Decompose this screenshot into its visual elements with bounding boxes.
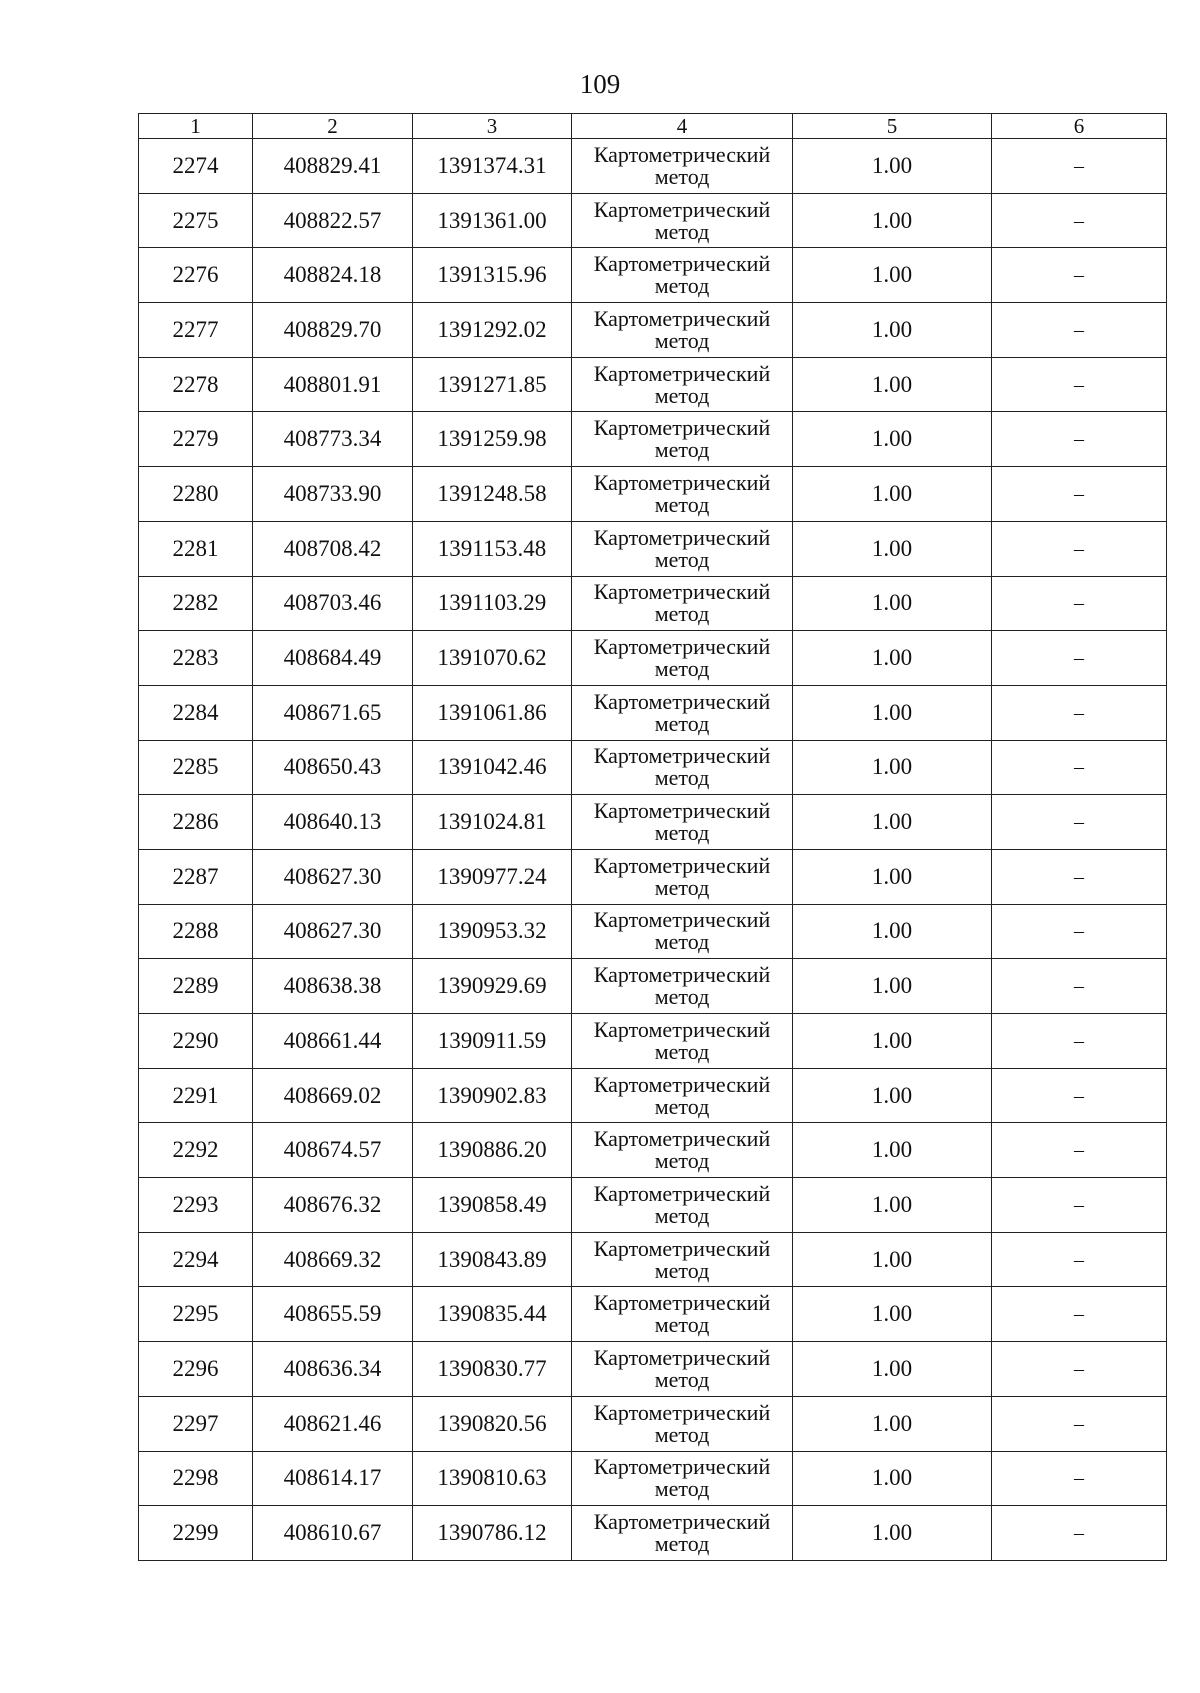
x-coordinate-cell: 408676.32 [253,1178,413,1233]
table-row [139,685,1167,740]
table-row [139,1451,1167,1506]
point-number-cell: 2285 [139,740,253,795]
table-row [139,1178,1167,1233]
note-cell: – [992,357,1167,412]
note-cell: – [992,1451,1167,1506]
coordinates-table [138,113,1167,1561]
accuracy-cell: 1.00 [793,685,992,740]
table-row [139,1123,1167,1178]
y-coordinate-cell: 1391248.58 [413,467,572,522]
y-coordinate-cell: 1390810.63 [413,1451,572,1506]
table-row [139,740,1167,795]
accuracy-cell: 1.00 [793,740,992,795]
y-coordinate-cell: 1390830.77 [413,1342,572,1397]
accuracy-cell: 1.00 [793,1396,992,1451]
note-cell: – [992,685,1167,740]
x-coordinate-cell: 408627.30 [253,904,413,959]
accuracy-cell: 1.00 [793,1123,992,1178]
method-cell: Картометрический метод [572,1014,793,1069]
method-cell: Картометрический метод [572,1506,793,1561]
point-number-cell: 2280 [139,467,253,522]
x-coordinate-cell: 408627.30 [253,849,413,904]
y-coordinate-cell: 1391103.29 [413,576,572,631]
point-number-cell: 2291 [139,1068,253,1123]
table-row [139,1506,1167,1561]
point-number-cell: 2292 [139,1123,253,1178]
table-row [139,576,1167,631]
accuracy-cell: 1.00 [793,193,992,248]
accuracy-cell: 1.00 [793,795,992,850]
point-number-cell: 2274 [139,139,253,194]
point-number-cell: 2277 [139,303,253,358]
method-cell: Картометрический метод [572,139,793,194]
method-cell: Картометрический метод [572,248,793,303]
x-coordinate-cell: 408614.17 [253,1451,413,1506]
table-row [139,521,1167,576]
accuracy-cell: 1.00 [793,139,992,194]
method-cell: Картометрический метод [572,1068,793,1123]
note-cell: – [992,1178,1167,1233]
accuracy-cell: 1.00 [793,959,992,1014]
column-header-6: 6 [992,114,1167,139]
column-header-1: 1 [139,114,253,139]
accuracy-cell: 1.00 [793,1451,992,1506]
point-number-cell: 2279 [139,412,253,467]
method-cell: Картометрический метод [572,685,793,740]
method-cell: Картометрический метод [572,740,793,795]
y-coordinate-cell: 1390786.12 [413,1506,572,1561]
accuracy-cell: 1.00 [793,631,992,686]
accuracy-cell: 1.00 [793,849,992,904]
y-coordinate-cell: 1390835.44 [413,1287,572,1342]
accuracy-cell: 1.00 [793,576,992,631]
note-cell: – [992,795,1167,850]
method-cell: Картометрический метод [572,631,793,686]
point-number-cell: 2296 [139,1342,253,1397]
x-coordinate-cell: 408671.65 [253,685,413,740]
method-cell: Картометрический метод [572,576,793,631]
note-cell: – [992,1342,1167,1397]
method-cell: Картометрический метод [572,1287,793,1342]
y-coordinate-cell: 1390977.24 [413,849,572,904]
note-cell: – [992,959,1167,1014]
x-coordinate-cell: 408640.13 [253,795,413,850]
point-number-cell: 2281 [139,521,253,576]
x-coordinate-cell: 408638.38 [253,959,413,1014]
table-row [139,1342,1167,1397]
accuracy-cell: 1.00 [793,1014,992,1069]
x-coordinate-cell: 408829.70 [253,303,413,358]
table-row [139,849,1167,904]
note-cell: – [992,740,1167,795]
table-row [139,1287,1167,1342]
x-coordinate-cell: 408708.42 [253,521,413,576]
accuracy-cell: 1.00 [793,303,992,358]
x-coordinate-cell: 408621.46 [253,1396,413,1451]
column-header-2: 2 [253,114,413,139]
method-cell: Картометрический метод [572,1451,793,1506]
point-number-cell: 2295 [139,1287,253,1342]
y-coordinate-cell: 1390843.89 [413,1232,572,1287]
column-header-4: 4 [572,114,793,139]
y-coordinate-cell: 1391271.85 [413,357,572,412]
note-cell: – [992,193,1167,248]
x-coordinate-cell: 408669.32 [253,1232,413,1287]
x-coordinate-cell: 408684.49 [253,631,413,686]
table-row [139,1014,1167,1069]
point-number-cell: 2294 [139,1232,253,1287]
y-coordinate-cell: 1391153.48 [413,521,572,576]
method-cell: Картометрический метод [572,412,793,467]
method-cell: Картометрический метод [572,1123,793,1178]
column-header-5: 5 [793,114,992,139]
x-coordinate-cell: 408824.18 [253,248,413,303]
accuracy-cell: 1.00 [793,1506,992,1561]
x-coordinate-cell: 408661.44 [253,1014,413,1069]
note-cell: – [992,1068,1167,1123]
y-coordinate-cell: 1391061.86 [413,685,572,740]
table-row [139,1232,1167,1287]
note-cell: – [992,1287,1167,1342]
point-number-cell: 2286 [139,795,253,850]
table-row [139,303,1167,358]
x-coordinate-cell: 408636.34 [253,1342,413,1397]
y-coordinate-cell: 1390929.69 [413,959,572,1014]
method-cell: Картометрический метод [572,193,793,248]
y-coordinate-cell: 1391259.98 [413,412,572,467]
note-cell: – [992,1232,1167,1287]
table-row [139,193,1167,248]
note-cell: – [992,248,1167,303]
header-row [139,114,1167,139]
method-cell: Картометрический метод [572,1232,793,1287]
point-number-cell: 2276 [139,248,253,303]
point-number-cell: 2298 [139,1451,253,1506]
accuracy-cell: 1.00 [793,1232,992,1287]
accuracy-cell: 1.00 [793,1178,992,1233]
x-coordinate-cell: 408703.46 [253,576,413,631]
y-coordinate-cell: 1390953.32 [413,904,572,959]
x-coordinate-cell: 408610.67 [253,1506,413,1561]
method-cell: Картометрический метод [572,959,793,1014]
point-number-cell: 2290 [139,1014,253,1069]
note-cell: – [992,1014,1167,1069]
y-coordinate-cell: 1391315.96 [413,248,572,303]
note-cell: – [992,576,1167,631]
accuracy-cell: 1.00 [793,1342,992,1397]
method-cell: Картометрический метод [572,1342,793,1397]
method-cell: Картометрический метод [572,521,793,576]
method-cell: Картометрический метод [572,467,793,522]
x-coordinate-cell: 408674.57 [253,1123,413,1178]
page-number: 109 [579,69,621,99]
x-coordinate-cell: 408822.57 [253,193,413,248]
point-number-cell: 2297 [139,1396,253,1451]
table-row [139,139,1167,194]
note-cell: – [992,412,1167,467]
table-row [139,357,1167,412]
accuracy-cell: 1.00 [793,1287,992,1342]
table-row [139,904,1167,959]
table-row [139,1068,1167,1123]
accuracy-cell: 1.00 [793,467,992,522]
y-coordinate-cell: 1390886.20 [413,1123,572,1178]
x-coordinate-cell: 408829.41 [253,139,413,194]
table-row [139,412,1167,467]
y-coordinate-cell: 1391070.62 [413,631,572,686]
accuracy-cell: 1.00 [793,1068,992,1123]
method-cell: Картометрический метод [572,849,793,904]
point-number-cell: 2287 [139,849,253,904]
y-coordinate-cell: 1390820.56 [413,1396,572,1451]
method-cell: Картометрический метод [572,357,793,412]
note-cell: – [992,1396,1167,1451]
note-cell: – [992,521,1167,576]
note-cell: – [992,904,1167,959]
point-number-cell: 2278 [139,357,253,412]
y-coordinate-cell: 1390911.59 [413,1014,572,1069]
note-cell: – [992,1123,1167,1178]
table-row [139,795,1167,850]
accuracy-cell: 1.00 [793,248,992,303]
accuracy-cell: 1.00 [793,521,992,576]
y-coordinate-cell: 1390858.49 [413,1178,572,1233]
note-cell: – [992,1506,1167,1561]
y-coordinate-cell: 1391024.81 [413,795,572,850]
x-coordinate-cell: 408773.34 [253,412,413,467]
column-header-3: 3 [413,114,572,139]
table-body [139,139,1167,1561]
table-row [139,959,1167,1014]
table-row [139,248,1167,303]
accuracy-cell: 1.00 [793,412,992,467]
point-number-cell: 2284 [139,685,253,740]
method-cell: Картометрический метод [572,904,793,959]
method-cell: Картометрический метод [572,303,793,358]
point-number-cell: 2288 [139,904,253,959]
method-cell: Картометрический метод [572,1396,793,1451]
point-number-cell: 2282 [139,576,253,631]
accuracy-cell: 1.00 [793,357,992,412]
table-row [139,631,1167,686]
point-number-cell: 2275 [139,193,253,248]
accuracy-cell: 1.00 [793,904,992,959]
note-cell: – [992,631,1167,686]
method-cell: Картометрический метод [572,1178,793,1233]
y-coordinate-cell: 1391042.46 [413,740,572,795]
x-coordinate-cell: 408733.90 [253,467,413,522]
x-coordinate-cell: 408655.59 [253,1287,413,1342]
note-cell: – [992,467,1167,522]
y-coordinate-cell: 1390902.83 [413,1068,572,1123]
table-row [139,467,1167,522]
point-number-cell: 2293 [139,1178,253,1233]
y-coordinate-cell: 1391292.02 [413,303,572,358]
point-number-cell: 2289 [139,959,253,1014]
method-cell: Картометрический метод [572,795,793,850]
point-number-cell: 2283 [139,631,253,686]
x-coordinate-cell: 408801.91 [253,357,413,412]
y-coordinate-cell: 1391361.00 [413,193,572,248]
note-cell: – [992,849,1167,904]
note-cell: – [992,139,1167,194]
point-number-cell: 2299 [139,1506,253,1561]
table-row [139,1396,1167,1451]
note-cell: – [992,303,1167,358]
x-coordinate-cell: 408669.02 [253,1068,413,1123]
y-coordinate-cell: 1391374.31 [413,139,572,194]
x-coordinate-cell: 408650.43 [253,740,413,795]
